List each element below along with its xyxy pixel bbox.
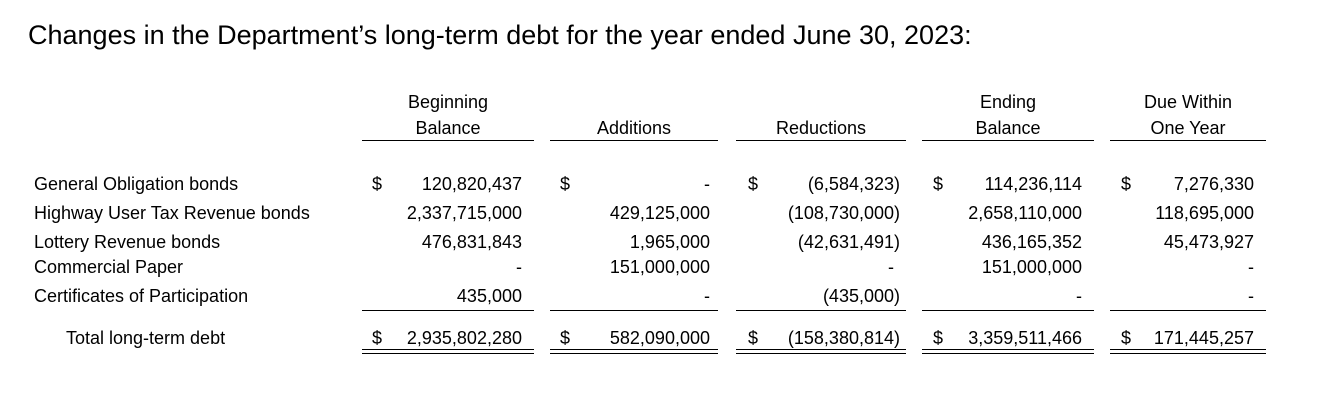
column-header-line1: Beginning bbox=[407, 92, 489, 112]
table-cell: - bbox=[516, 257, 522, 277]
total-cell: 171,445,257 bbox=[1153, 328, 1254, 348]
total-double-underline bbox=[1110, 349, 1266, 354]
table-cell: 114,236,114 bbox=[984, 174, 1082, 194]
table-cell: 151,000,000 bbox=[609, 257, 710, 277]
row-label: Highway User Tax Revenue bonds bbox=[34, 203, 310, 223]
table-cell: (6,584,323) bbox=[807, 174, 900, 194]
subtotal-underline bbox=[1110, 310, 1266, 311]
column-header bbox=[362, 89, 534, 141]
header-underline bbox=[362, 140, 534, 141]
column-header-line1: Ending bbox=[979, 92, 1037, 112]
total-double-underline bbox=[362, 349, 534, 354]
table-cell: 7,276,330 bbox=[1173, 174, 1254, 194]
table-cell: 151,000,000 bbox=[981, 257, 1082, 277]
table-cell: 2,337,715,000 bbox=[406, 203, 522, 223]
table-cell: - bbox=[888, 257, 894, 277]
column-header-line2: One Year bbox=[1150, 118, 1226, 138]
total-cell: 3,359,511,466 bbox=[968, 328, 1082, 348]
total-label: Total long-term debt bbox=[66, 328, 226, 348]
table-cell: 429,125,000 bbox=[609, 203, 710, 223]
subtotal-underline bbox=[736, 310, 906, 311]
total-double-underline bbox=[550, 349, 718, 354]
table-cell: 45,473,927 bbox=[1163, 232, 1254, 252]
total-cell: 582,090,000 bbox=[609, 328, 710, 348]
total-cell: (158,380,814) bbox=[787, 328, 900, 348]
column-header-line1 bbox=[550, 89, 718, 115]
dollar-sign: $ bbox=[1121, 328, 1132, 348]
subtotal-underline bbox=[362, 310, 534, 311]
total-double-underline bbox=[736, 349, 906, 354]
header-underline bbox=[922, 140, 1094, 141]
dollar-sign: $ bbox=[748, 328, 759, 348]
table-cell: (435,000) bbox=[822, 286, 900, 306]
dollar-sign: $ bbox=[748, 174, 759, 194]
table-cell: 1,965,000 bbox=[629, 232, 710, 252]
table-cell: - bbox=[1076, 286, 1082, 306]
table-cell: - bbox=[704, 286, 710, 306]
subtotal-underline bbox=[922, 310, 1094, 311]
dollar-sign: $ bbox=[560, 174, 571, 194]
column-header-line2: Additions bbox=[596, 118, 672, 138]
column-header-line1 bbox=[736, 89, 906, 115]
column-header bbox=[736, 89, 906, 141]
total-cell: 2,935,802,280 bbox=[406, 328, 522, 348]
dollar-sign: $ bbox=[372, 328, 383, 348]
dollar-sign: $ bbox=[933, 328, 944, 348]
header-underline bbox=[736, 140, 906, 141]
table-cell: 435,000 bbox=[456, 286, 522, 306]
column-header bbox=[922, 89, 1094, 141]
table-cell: - bbox=[1248, 257, 1254, 277]
row-label: Commercial Paper bbox=[34, 257, 184, 277]
dollar-sign: $ bbox=[1121, 174, 1132, 194]
header-underline bbox=[550, 140, 718, 141]
dollar-sign: $ bbox=[560, 328, 571, 348]
table-cell: (108,730,000) bbox=[787, 203, 900, 223]
page-title: Changes in the Department’s long-term debt for the year ended June 30, 2023: bbox=[28, 20, 972, 50]
column-header bbox=[1110, 89, 1266, 141]
column-header-line1: Due Within bbox=[1143, 92, 1233, 112]
total-double-underline bbox=[922, 349, 1094, 354]
column-header-line2: Balance bbox=[975, 118, 1041, 138]
table-cell: (42,631,491) bbox=[797, 232, 900, 252]
column-header-line2: Balance bbox=[415, 118, 481, 138]
table-cell: 120,820,437 bbox=[421, 174, 522, 194]
dollar-sign: $ bbox=[933, 174, 944, 194]
table-cell: 476,831,843 bbox=[421, 232, 522, 252]
table-cell: - bbox=[704, 174, 710, 194]
dollar-sign: $ bbox=[372, 174, 383, 194]
column-header-line2: Reductions bbox=[775, 118, 867, 138]
subtotal-underline bbox=[550, 310, 718, 311]
header-underline bbox=[1110, 140, 1266, 141]
table-cell: 2,658,110,000 bbox=[968, 203, 1082, 223]
row-label: Certificates of Participation bbox=[34, 286, 249, 306]
row-label: General Obligation bonds bbox=[34, 174, 239, 194]
table-cell: 118,695,000 bbox=[1155, 203, 1254, 223]
column-header bbox=[550, 89, 718, 141]
table-cell: - bbox=[1248, 286, 1254, 306]
table-cell: 436,165,352 bbox=[981, 232, 1082, 252]
row-label: Lottery Revenue bonds bbox=[34, 232, 221, 252]
